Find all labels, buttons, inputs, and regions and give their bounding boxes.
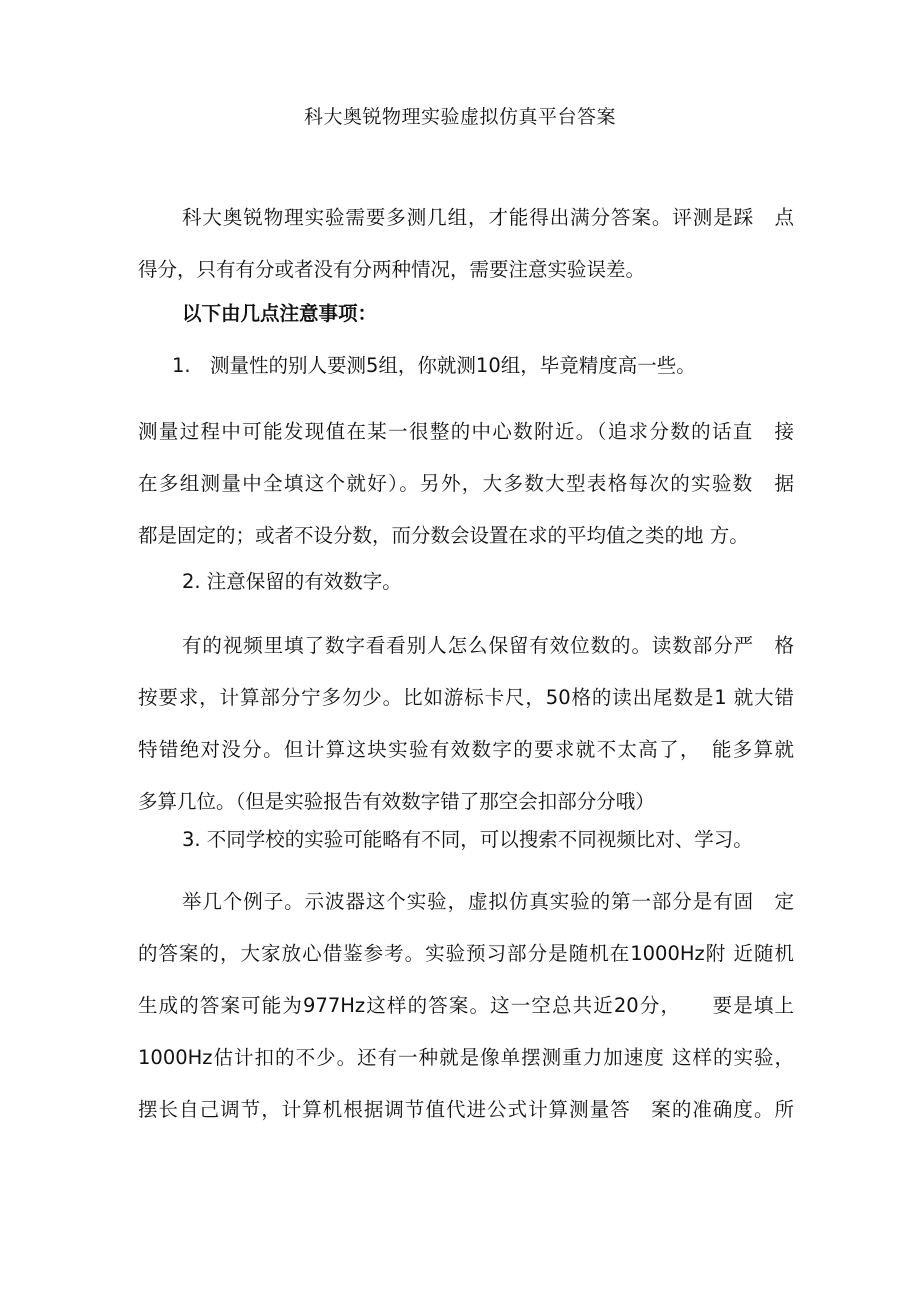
paragraph-3-line: 的答案的，大家放心借鉴参考。实验预习部分是随机在1000Hz附 近随机 (138, 942, 794, 965)
paragraph-1-line: 测量过程中可能发现值在某一很整的中心数附近。（追求分数的话直 接 (138, 420, 794, 443)
paragraph-3-line: 摆长自己调节，计算机根据调节值代进公式计算测量答 案的准确度。所 (138, 1098, 794, 1121)
paragraph-2 (138, 620, 794, 828)
item-3 (138, 814, 794, 866)
paragraph-2-line: 有的视频里填了数字看看别人怎么保留有效位数的。读数部分严 格 (182, 634, 794, 657)
item-2 (138, 556, 794, 608)
item-1-number: 1. (172, 354, 191, 377)
item-3-text: 3. 不同学校的实验可能略有不同，可以搜索不同视频比对、学习。 (182, 828, 753, 851)
paragraph-1-line: 都是固定的；或者不设分数，而分数会设置在求的平均值之类的地 方。 (138, 524, 749, 547)
item-1-text: 测量性的别人要测5组，你就测10组，毕竟精度高一些。 (210, 354, 696, 377)
notes-heading: 以下由几点注意事项： (182, 302, 378, 325)
paragraph-1-line: 在多组测量中全填这个就好）。另外，大多数大型表格每次的实验数 据 (138, 472, 794, 495)
paragraph-3-line: 举几个例子。示波器这个实验，虚拟仿真实验的第一部分是有固 定 (182, 890, 794, 913)
paragraph-3-line: 1000Hz估计扣的不少。还有一种就是像单摆测重力加速度 这样的实验， (138, 1046, 794, 1069)
paragraph-2-line: 多算几位。（但是实验报告有效数字错了那空会扣部分分哦） (138, 790, 655, 813)
item-2-text: 2. 注意保留的有效数字。 (182, 570, 402, 593)
document-title: 科大奥锐物理实验虚拟仿真平台答案 (303, 106, 616, 128)
paragraph-1 (138, 406, 794, 562)
notes-heading-block (138, 288, 794, 340)
intro-line: 得分，只有有分或者没有分两种情况，需要注意实验误差。 (138, 258, 646, 281)
paragraph-2-line: 特错绝对没分。但计算这块实验有效数字的要求就不太高了， 能多算就 (138, 738, 794, 761)
paragraph-3-line: 生成的答案可能为977Hz这样的答案。这一空总共近20分， 要是填上 (138, 994, 794, 1017)
item-1 (138, 340, 794, 392)
intro-line: 科大奥锐物理实验需要多测几组，才能得出满分答案。评测是踩 点 (182, 206, 794, 229)
intro-paragraph (138, 192, 794, 296)
paragraph-2-line: 按要求，计算部分宁多勿少。比如游标卡尺，50格的读出尾数是1 就大错 (138, 686, 794, 709)
paragraph-3 (138, 876, 794, 1136)
